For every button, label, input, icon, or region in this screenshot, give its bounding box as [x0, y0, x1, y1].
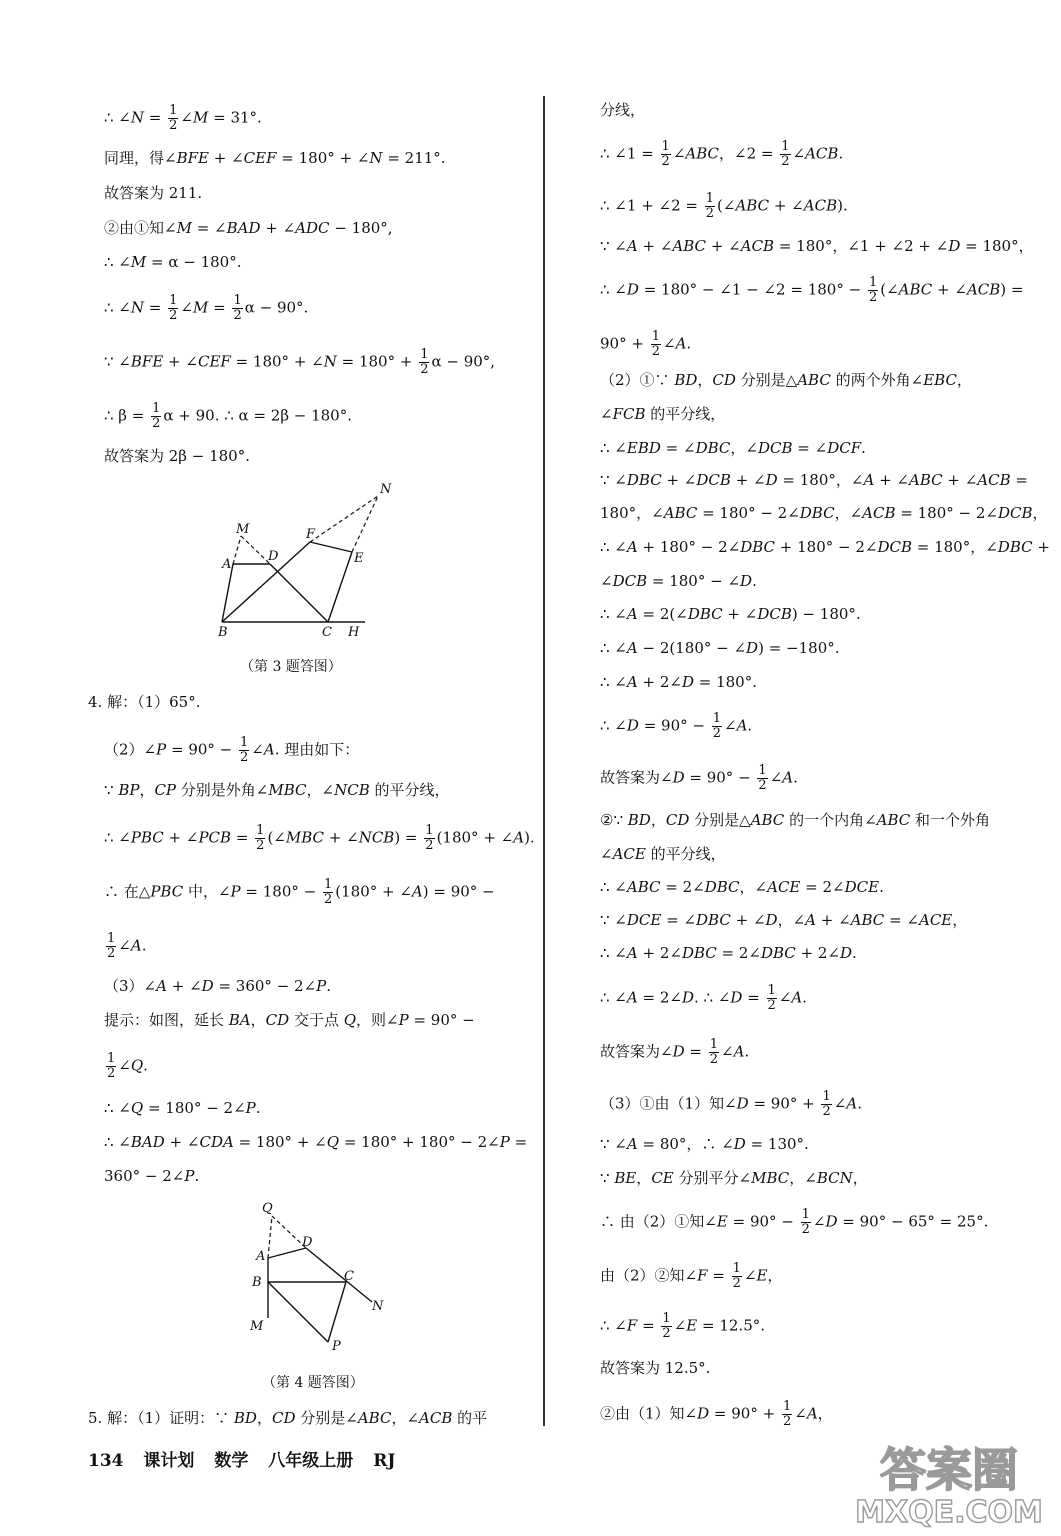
column-divider	[543, 96, 545, 1426]
text-line-r18: 故答案为∠D = 90° − $\frac{1}{2}$ ∠A.	[600, 763, 798, 793]
fig3-label-a: A	[222, 557, 232, 572]
fig3-label-b: B	[218, 625, 228, 640]
text-line-r7: （2）①∵ BD，CD 分别是△ABC 的两个外角∠EBC，	[600, 371, 972, 389]
fig3-label-c: C	[322, 625, 332, 640]
book-title: 课计划	[143, 1451, 195, 1471]
subject: 数学	[214, 1451, 249, 1471]
edition: RJ	[373, 1451, 396, 1471]
text-line-r32: 故答案为 12.5°.	[600, 1359, 711, 1377]
text-line-r13: ∠DCB = 180° − ∠D.	[600, 572, 757, 590]
text-line-r17: ∴ ∠D = 90° − $\frac{1}{2}$ ∠A.	[600, 711, 753, 741]
text-line-l5: ∴ ∠M = α − 180°.	[104, 253, 242, 271]
text-line-l21: 360° − 2∠P.	[104, 1167, 200, 1185]
text-line-r20: ∠ACE 的平分线，	[600, 845, 726, 863]
text-line-r16: ∴ ∠A + 2∠D = 180°.	[600, 673, 757, 691]
figure-4-diagram	[240, 1196, 400, 1360]
text-line-r24: ∴ ∠A = 2∠D. ∴ ∠D = $\frac{1}{2}$ ∠A.	[600, 983, 808, 1013]
fig3-label-f: F	[306, 527, 316, 542]
fig3-label-e: E	[354, 551, 364, 566]
fig4-label-n: N	[372, 1299, 384, 1314]
text-line-r14: ∴ ∠A = 2(∠DBC + ∠DCB) − 180°.	[600, 605, 861, 623]
text-line-r12: ∴ ∠A + 180° − 2∠DBC + 180° − 2∠DCB = 180°，∠DBC +	[600, 538, 1050, 556]
text-line-r30: 由（2）②知∠F = $\frac{1}{2}$ ∠E，	[600, 1261, 783, 1291]
text-line-r1: 分线，	[600, 101, 646, 119]
text-line-r15: ∴ ∠A − 2(180° − ∠D) = −180°.	[600, 639, 840, 657]
text-line-l4: ②由①知∠M = ∠BAD + ∠ADC − 180°,	[104, 219, 393, 237]
page-footer	[88, 1446, 409, 1471]
text-line-l11: （2）∠P = 90° − $\frac{1}{2}$ ∠A. 理由如下：	[104, 735, 360, 765]
fig3-label-n: N	[380, 482, 392, 497]
text-line-l10: 4. 解：（1）65°.	[88, 693, 201, 711]
fig3-label-d: D	[268, 549, 279, 564]
fig4-label-p: P	[332, 1339, 341, 1354]
fig4-label-c: C	[344, 1269, 354, 1284]
figure-4-caption: （第 4 题答图）	[262, 1375, 364, 1391]
text-line-r4: ∵ ∠A + ∠ABC + ∠ACB = 180°，∠1 + ∠2 + ∠D = 180°，	[600, 237, 1034, 255]
text-line-l2: 同理，得∠BFE + ∠CEF = 180° + ∠N = 211°.	[104, 149, 446, 167]
text-line-l13: ∴ ∠PBC + ∠PCB = $\frac{1}{2}$ (∠MBC + ∠NCB) = $\frac{1}{2}$ (180° + ∠A).	[104, 823, 535, 853]
text-line-l3: 故答案为 211.	[104, 184, 203, 202]
fig3-label-h: H	[348, 625, 360, 640]
text-line-l16: （3）∠A + ∠D = 360° − 2∠P.	[104, 977, 332, 995]
fig4-label-b: B	[252, 1275, 262, 1290]
fig4-label-a: A	[256, 1249, 266, 1264]
text-line-r25: 故答案为∠D = $\frac{1}{2}$ ∠A.	[600, 1037, 750, 1067]
text-line-r33: ②由（1）知∠D = 90° + $\frac{1}{2}$ ∠A，	[600, 1399, 833, 1429]
fig3-label-m: M	[236, 522, 250, 537]
text-line-r2: ∴ ∠1 = $\frac{1}{2}$ ∠ABC，∠2 = $\frac{1}{2}$ ∠ACB.	[600, 139, 844, 169]
figure-3-diagram	[210, 476, 400, 642]
text-line-r21: ∴ ∠ABC = 2∠DBC，∠ACE = 2∠DCE.	[600, 878, 884, 896]
text-line-r6: 90° + $\frac{1}{2}$ ∠A.	[600, 329, 692, 359]
text-line-l7: ∵ ∠BFE + ∠CEF = 180° + ∠N = 180° + $\frac{1}{2}$ α − 90°,	[104, 347, 496, 377]
fig4-label-q: Q	[262, 1201, 273, 1216]
text-line-r31: ∴ ∠F = $\frac{1}{2}$ ∠E = 12.5°.	[600, 1311, 766, 1341]
text-line-l17: 提示：如图，延长 BA，CD 交于点 Q，则∠P = 90° −	[104, 1011, 475, 1029]
text-line-r10: ∵ ∠DBC + ∠DCB + ∠D = 180°，∠A + ∠ABC + ∠ACB =	[600, 471, 1028, 489]
text-line-r29: ∴ 由（2）①知∠E = 90° − $\frac{1}{2}$ ∠D = 90° − 65° = 25°.	[600, 1207, 989, 1237]
text-line-l19: ∴ ∠Q = 180° − 2∠P.	[104, 1099, 261, 1117]
text-line-l6: ∴ ∠N = $\frac{1}{2}$ ∠M = $\frac{1}{2}$ α − 90°.	[104, 293, 309, 323]
text-line-l14: ∴ 在△PBC 中，∠P = 180° − $\frac{1}{2}$ (180° + ∠A) = 90° −	[104, 877, 495, 907]
text-line-l12: ∵ BP，CP 分别是外角∠MBC，∠NCB 的平分线，	[104, 781, 450, 799]
page-number: 134	[88, 1451, 124, 1471]
watermark-logo	[849, 1434, 1049, 1530]
text-line-r23: ∴ ∠A + 2∠DBC = 2∠DBC + 2∠D.	[600, 944, 857, 962]
text-line-r5: ∴ ∠D = 180° − ∠1 − ∠2 = 180° − $\frac{1}{2}$ (∠ABC + ∠ACB) =	[600, 275, 1024, 305]
text-line-l22: 5. 解：（1）证明：∵ BD，CD 分别是∠ABC，∠ACB 的平	[88, 1409, 488, 1427]
text-line-r8: ∠FCB 的平分线，	[600, 405, 726, 423]
text-line-l9: 故答案为 2β − 180°.	[104, 447, 250, 465]
text-line-l20: ∴ ∠BAD + ∠CDA = 180° + ∠Q = 180° + 180° − 2∠P =	[104, 1133, 528, 1151]
watermark-domain: MXQE.COM	[855, 1495, 1043, 1530]
grade: 八年级上册	[268, 1451, 354, 1471]
text-line-l15: $\frac{1}{2}$ ∠A.	[107, 931, 147, 961]
text-line-r26: （3）①由（1）知∠D = 90° + $\frac{1}{2}$ ∠A.	[600, 1089, 862, 1119]
text-line-r9: ∴ ∠EBD = ∠DBC，∠DCB = ∠DCF.	[600, 439, 866, 457]
fig4-label-m: M	[250, 1319, 264, 1334]
text-line-r22: ∵ ∠DCE = ∠DBC + ∠D，∠A + ∠ABC = ∠ACE，	[600, 911, 968, 929]
text-line-l18: $\frac{1}{2}$ ∠Q.	[107, 1051, 148, 1081]
watermark-text: 答案圈	[880, 1443, 1018, 1497]
text-line-l8: ∴ β = $\frac{1}{2}$ α + 90. ∴ α = 2β − 180°.	[104, 401, 352, 431]
text-line-r3: ∴ ∠1 + ∠2 = $\frac{1}{2}$ (∠ABC + ∠ACB).	[600, 191, 848, 221]
text-line-r28: ∵ BE，CE 分别平分∠MBC，∠BCN，	[600, 1169, 868, 1187]
text-line-r19: ②∵ BD，CD 分别是△ABC 的一个内角∠ABC 和一个外角	[600, 811, 991, 829]
text-line-r27: ∵ ∠A = 80°，∴ ∠D = 130°.	[600, 1135, 809, 1153]
figure-3-caption: （第 3 题答图）	[240, 659, 342, 675]
text-line-l1: ∴ ∠N = $\frac{1}{2}$ ∠M = 31°.	[104, 103, 262, 133]
fig4-label-d: D	[302, 1235, 313, 1250]
text-line-r11: 180°，∠ABC = 180° − 2∠DBC，∠ACB = 180° − 2∠DCB，	[600, 504, 1048, 522]
